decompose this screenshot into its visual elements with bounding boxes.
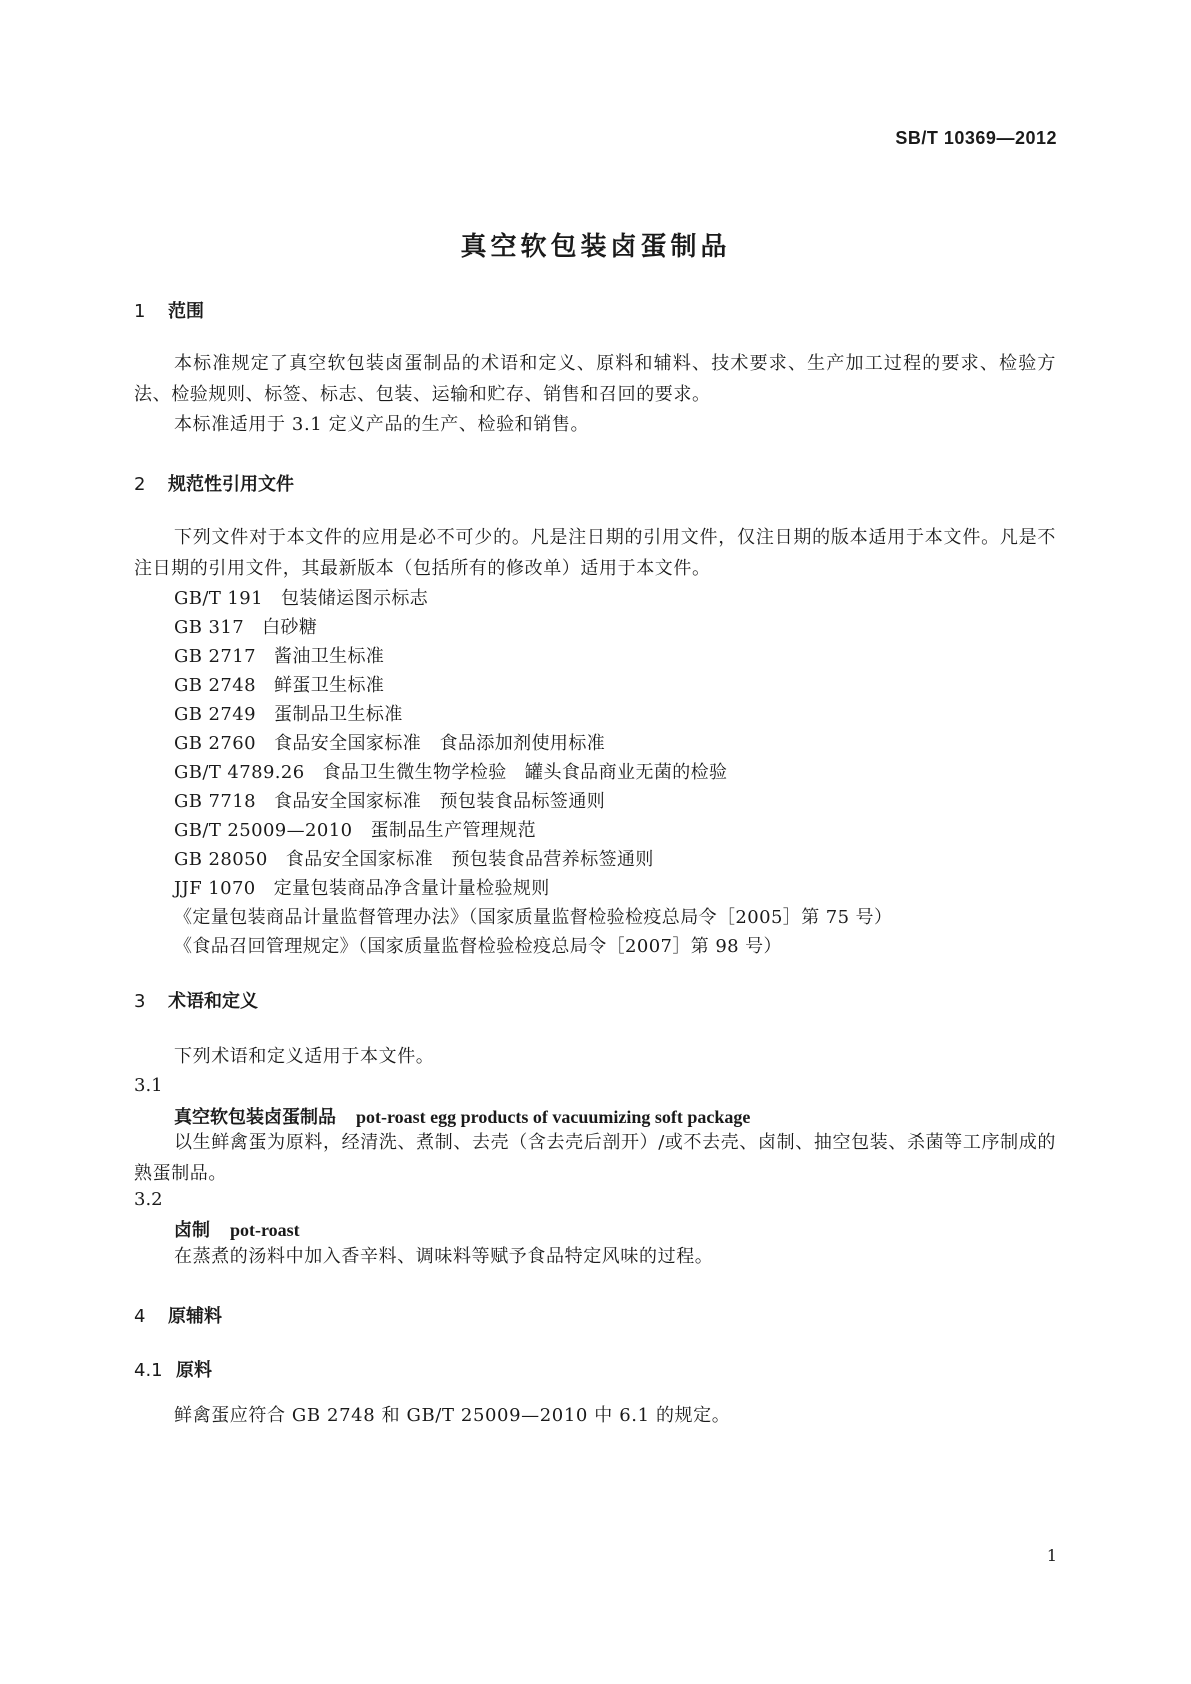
section-number: 4 bbox=[134, 1306, 146, 1327]
term-chinese: 真空软包装卤蛋制品 bbox=[174, 1107, 336, 1128]
term-heading bbox=[174, 1216, 300, 1242]
term-number: 3.2 bbox=[134, 1189, 163, 1210]
subsection-4-1-heading bbox=[134, 1356, 212, 1382]
term-chinese: 卤制 bbox=[174, 1220, 210, 1241]
section-1-heading bbox=[134, 297, 204, 323]
regulation-item: 《定量包装商品计量监督管理办法》（国家质量监督检验检疫总局令［2005］第 75 号） bbox=[174, 907, 893, 928]
subsection-title: 原料 bbox=[176, 1360, 212, 1381]
reference-item bbox=[174, 729, 605, 755]
term-definition: 以生鲜禽蛋为原料，经清洗、煮制、去壳（含去壳后剖开）/或不去壳、卤制、抽空包装、杀菌等工序制成的熟蛋制品。 bbox=[134, 1132, 1056, 1184]
reference-code: JJF 1070 bbox=[174, 878, 256, 899]
section-title: 原辅料 bbox=[168, 1306, 222, 1327]
reference-item bbox=[174, 671, 384, 697]
subsection-number: 4.1 bbox=[134, 1360, 163, 1381]
regulation-item: 《食品召回管理规定》（国家质量监督检验检疫总局令［2007］第 98 号） bbox=[174, 936, 782, 957]
section-number: 2 bbox=[134, 474, 146, 495]
reference-name: 蛋制品卫生标准 bbox=[273, 704, 403, 725]
reference-item bbox=[174, 642, 384, 668]
section-number: 1 bbox=[134, 301, 146, 322]
reference-code: GB/T 25009—2010 bbox=[174, 820, 353, 841]
term-heading bbox=[174, 1103, 750, 1129]
reference-item bbox=[174, 700, 403, 726]
standard-code: SB/T 10369—2012 bbox=[895, 128, 1057, 148]
page-number: 1 bbox=[1046, 1546, 1057, 1565]
section-2-heading bbox=[134, 470, 294, 496]
term-english: pot-roast bbox=[230, 1220, 300, 1240]
section-2-intro: 下列文件对于本文件的应用是必不可少的。凡是注日期的引用文件，仅注日期的版本适用于本文件。凡是不注日期的引用文件，其最新版本（包括所有的修改单）适用于本文件。 bbox=[134, 527, 1056, 579]
term-definition: 在蒸煮的汤料中加入香辛料、调味料等赋予食品特定风味的过程。 bbox=[174, 1246, 714, 1267]
reference-name: 白砂糖 bbox=[262, 617, 318, 638]
reference-code: GB 2749 bbox=[174, 704, 256, 725]
reference-name: 蛋制品生产管理规范 bbox=[370, 820, 537, 841]
reference-name: 鲜蛋卫生标准 bbox=[273, 675, 385, 696]
reference-code: GB 317 bbox=[174, 617, 245, 638]
reference-code: GB 7718 bbox=[174, 791, 256, 812]
document-title: 真空软包装卤蛋制品 bbox=[460, 232, 731, 262]
section-3-heading bbox=[134, 987, 258, 1013]
reference-name: 包装储运图示标志 bbox=[280, 588, 429, 609]
reference-code: GB 2760 bbox=[174, 733, 256, 754]
reference-code: GB 2717 bbox=[174, 646, 256, 667]
reference-name: 定量包装商品净含量计量检验规则 bbox=[273, 878, 550, 899]
reference-name: 食品安全国家标准 预包装食品营养标签通则 bbox=[285, 849, 654, 870]
reference-item bbox=[174, 874, 550, 900]
reference-code: GB/T 191 bbox=[174, 588, 263, 609]
reference-code: GB 2748 bbox=[174, 675, 256, 696]
section-title: 术语和定义 bbox=[168, 991, 258, 1012]
reference-name: 食品卫生微生物学检验 罐头食品商业无菌的检验 bbox=[322, 762, 728, 783]
section-title: 规范性引用文件 bbox=[168, 474, 294, 495]
term-english: pot-roast egg products of vacuumizing soft package bbox=[356, 1107, 751, 1127]
reference-item bbox=[174, 845, 654, 871]
subsection-4-1-text: 鲜禽蛋应符合 GB 2748 和 GB/T 25009—2010 中 6.1 的规定。 bbox=[174, 1405, 731, 1426]
reference-code: GB/T 4789.26 bbox=[174, 762, 305, 783]
section-1-paragraph-2: 本标准适用于 3.1 定义产品的生产、检验和销售。 bbox=[174, 414, 590, 435]
reference-item bbox=[174, 613, 317, 639]
reference-item bbox=[174, 816, 536, 842]
reference-item bbox=[174, 787, 605, 813]
reference-name: 酱油卫生标准 bbox=[273, 646, 385, 667]
term-number: 3.1 bbox=[134, 1075, 163, 1096]
section-number: 3 bbox=[134, 991, 146, 1012]
section-4-heading bbox=[134, 1302, 222, 1328]
section-3-intro: 下列术语和定义适用于本文件。 bbox=[174, 1046, 435, 1067]
reference-code: GB 28050 bbox=[174, 849, 268, 870]
section-1-paragraph-1: 本标准规定了真空软包装卤蛋制品的术语和定义、原料和辅料、技术要求、生产加工过程的要求、检验方法、检验规则、标签、标志、包装、运输和贮存、销售和召回的要求。 bbox=[134, 353, 1056, 405]
reference-name: 食品安全国家标准 预包装食品标签通则 bbox=[273, 791, 606, 812]
reference-item bbox=[174, 584, 428, 610]
reference-item bbox=[174, 758, 727, 784]
reference-name: 食品安全国家标准 食品添加剂使用标准 bbox=[273, 733, 606, 754]
section-title: 范围 bbox=[168, 301, 204, 322]
